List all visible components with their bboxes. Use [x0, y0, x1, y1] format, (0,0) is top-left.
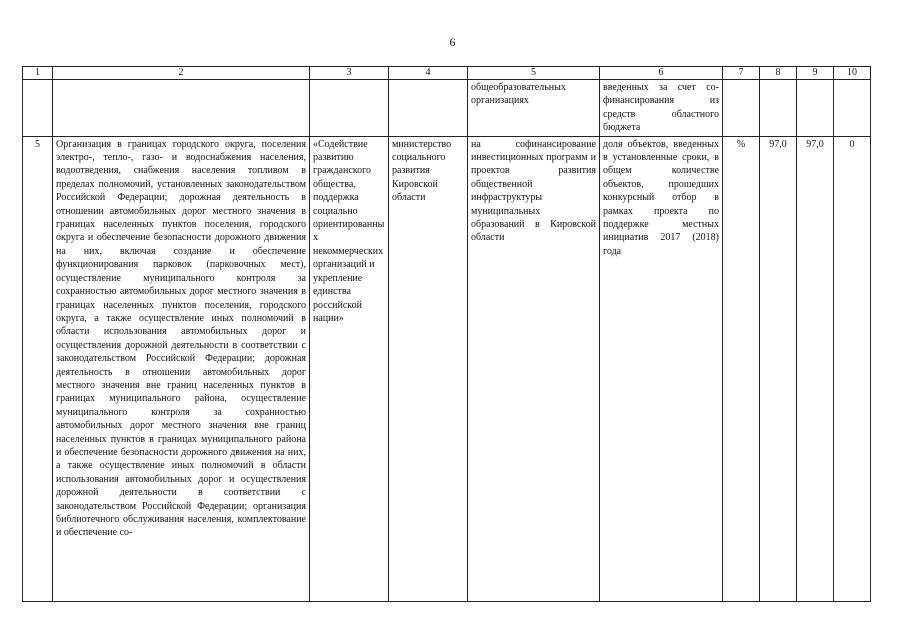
column-number: 7 [723, 67, 760, 80]
column-number: 2 [53, 67, 310, 80]
value-col8: 97,0 [760, 136, 797, 601]
empty-cell [389, 80, 468, 137]
empty-cell [760, 80, 797, 137]
indicator-description: доля объектов, введенных в установленные сроки, в общем количестве объектов, прошедших конкурсный отбор в рамках проекта по поддержке местных инициатив 2017 (2018) года [600, 136, 723, 601]
column-number: 6 [600, 67, 723, 80]
column-number: 10 [834, 67, 871, 80]
column-number: 5 [468, 67, 600, 80]
purpose-continuation: общеобразовательных организациях [468, 80, 600, 137]
table-row [23, 136, 871, 601]
indicator-continuation: введенных за счет со-финансирования из средств областного бюджета [600, 80, 723, 137]
empty-cell [834, 80, 871, 137]
empty-cell [23, 80, 53, 137]
empty-cell [797, 80, 834, 137]
subsidy-table [22, 66, 871, 602]
continuation-row [23, 80, 871, 137]
empty-cell [53, 80, 310, 137]
empty-cell [310, 80, 389, 137]
subsidy-purpose: на софинансирование инвестиционных программ и проектов развития общественной инфраструктуры муниципальных образований в Кировской области [468, 136, 600, 601]
empty-cell [723, 80, 760, 137]
page-number: 6 [449, 35, 456, 49]
column-number: 9 [797, 67, 834, 80]
column-number: 4 [389, 67, 468, 80]
value-col10: 0 [834, 136, 871, 601]
value-col9: 97,0 [797, 136, 834, 601]
unit: % [723, 136, 760, 601]
column-number-row [23, 67, 871, 80]
column-number: 3 [310, 67, 389, 80]
authority-description: Организация в границах городского округа, поселения электро-, тепло-, газо- и водоснабжения населения, водоотведения, снабжения населения топливом в пределах полномочий, установленных законодательством Российской Федерации; дорожная деятельность в отношении автомобильных дорог местного значения в границах населенных пунктов поселения, городского округа и обеспечение безопасности дорожного движения на них, включая создание и обеспечение функционирования парковок (парковочных мест), осуществление муниципального контроля за сохранностью автомобильных дорог местного значения в границах населенных пунктов поселения, городского округа, а также осуществление иных полномочий в области использования автомобильных дорог и осуществления дорожной деятельности в соответствии с законодательством Российской Федерации; дорожная деятельность в отношении автомобильных дорог местного значения вне границ населенных пунктов в границах муниципального района, осуществление муниципального контроля за сохранностью автомобильных дорог местного значения вне границ населенных пунктов в границах муниципального района и обеспечение безопасности дорожного движения на них, а также осуществление иных полномочий в области использования автомобильных дорог и осуществления дорожной деятельности в соответствии с законодательством Российской Федерации; организация библиотечного обслуживания населения, комплектование и обеспечение со- [53, 136, 310, 601]
state-program: «Содействие развитию гражданского общества, поддержка социально ориентированных некоммерческих организаций и укрепление единства российской нации» [310, 136, 389, 601]
ministry: министерство социального развития Кировской области [389, 136, 468, 601]
column-number: 8 [760, 67, 797, 80]
row-number: 5 [23, 136, 53, 601]
column-number: 1 [23, 67, 53, 80]
